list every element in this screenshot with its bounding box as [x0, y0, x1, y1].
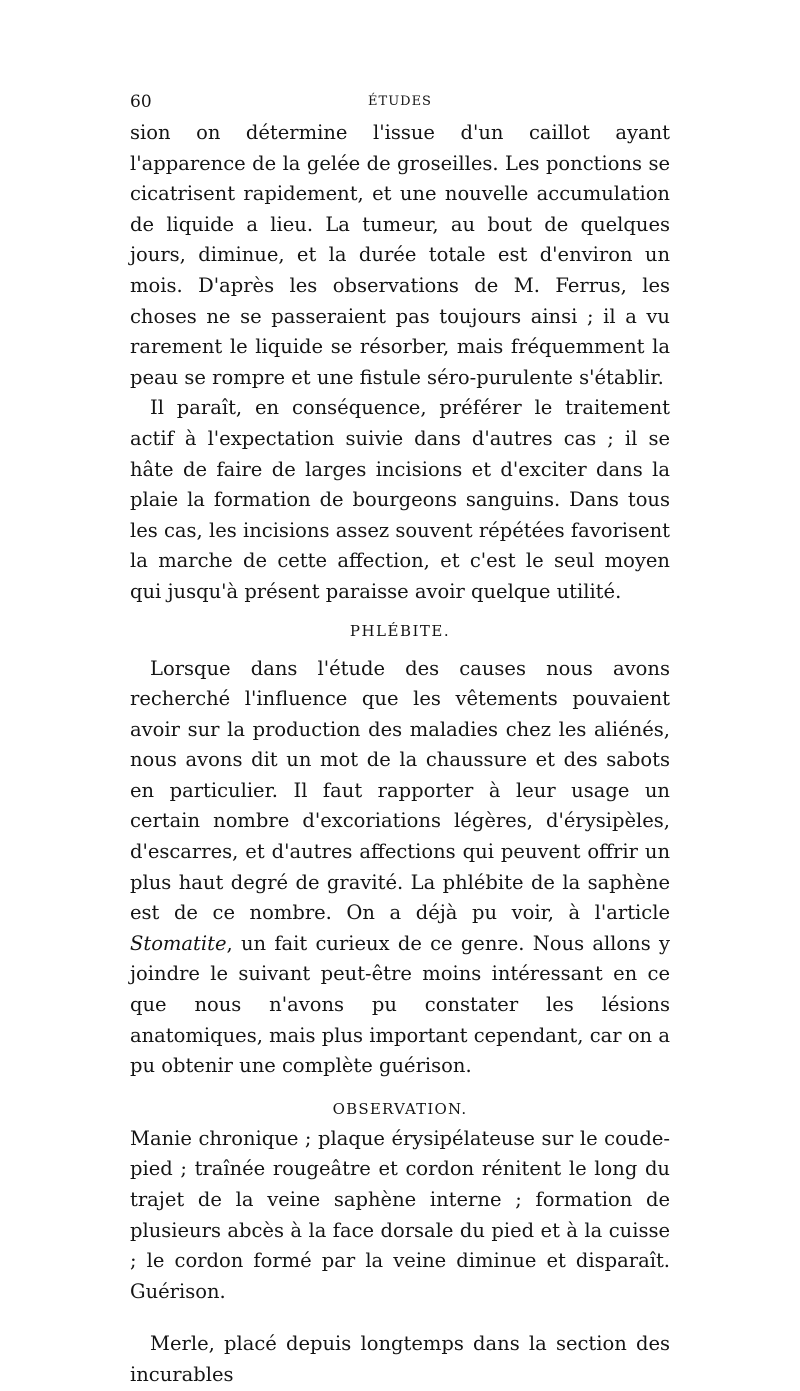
paragraph-phlebite-text-1: Lorsque dans l'étude des causes nous avons recherché l'influence que les vêtements pouvaient avoir sur la production des maladies chez les aliénés, nous avons dit un mot de la chaussure et des sabots en particulier. Il faut rapporter à leur usage un certain nombre d'excoriations légères, d'érysipèles, d'escarres, et d'autres affections qui peuvent offrir un plus haut degré de gravité. La phlébite de la saphène est de ce nombre. On a déjà pu voir, à l'article [130, 656, 670, 925]
running-title: ÉTUDES [368, 94, 432, 109]
body-text [130, 118, 670, 1391]
observation-heading: OBSERVATION. [332, 1099, 468, 1118]
paragraph-continued: sion on détermine l'issue d'un caillot ayant l'apparence de la gelée de groseilles. Les ponctions se cicatrisent rapidement, et une nouvelle accumulation de liquide a lieu. La tumeur, au bout de quelques jours, diminue, et la durée totale est d'environ un mois. D'après les observations de M. Ferrus, les choses ne se passeraient pas toujours ainsi ; il a vu rarement le liquide se résorber, mais fréquemment la peau se rompre et une fistule séro-purulente s'établir. [130, 121, 670, 389]
paragraph-treatment: Il paraît, en conséquence, préférer le traitement actif à l'expectation suivie dans d'autres cas ; il se hâte de faire de larges incisions et d'exciter dans la plaie la formation de bourgeons sanguins. Dans tous les cas, les incisions assez souvent répétées favorisent la marche de cette affection, et c'est le seul moyen qui jusqu'à présent paraisse avoir quelque utilité. [130, 396, 670, 603]
observation-summary: Manie chronique ; plaque érysipélateuse sur le coude-pied ; traînée rougeâtre et cordon rénitent le long du trajet de la veine saphène interne ; formation de plusieurs abcès à la face dorsale du pied et à la cuisse ; le cordon formé par la veine diminue et disparaît. Guérison. [130, 1126, 670, 1303]
article-title-italic: Stomatite [130, 931, 227, 955]
section-heading: PHLÉBITE. [349, 621, 451, 640]
observation-first-line: Merle, placé depuis longtemps dans la section des incurables [130, 1332, 670, 1386]
book-page [130, 92, 670, 1391]
paragraph-phlebite-text-2: , un fait curieux de ce genre. Nous allons y joindre le suivant peut-être moins intéressant en ce que nous n'avons pu constater les lésions anatomiques, mais plus important cependant, car on a pu obtenir une complète guérison. [130, 931, 670, 1078]
paragraph-phlebite [130, 654, 670, 1082]
page-number: 60 [130, 92, 152, 112]
running-head [130, 92, 670, 118]
